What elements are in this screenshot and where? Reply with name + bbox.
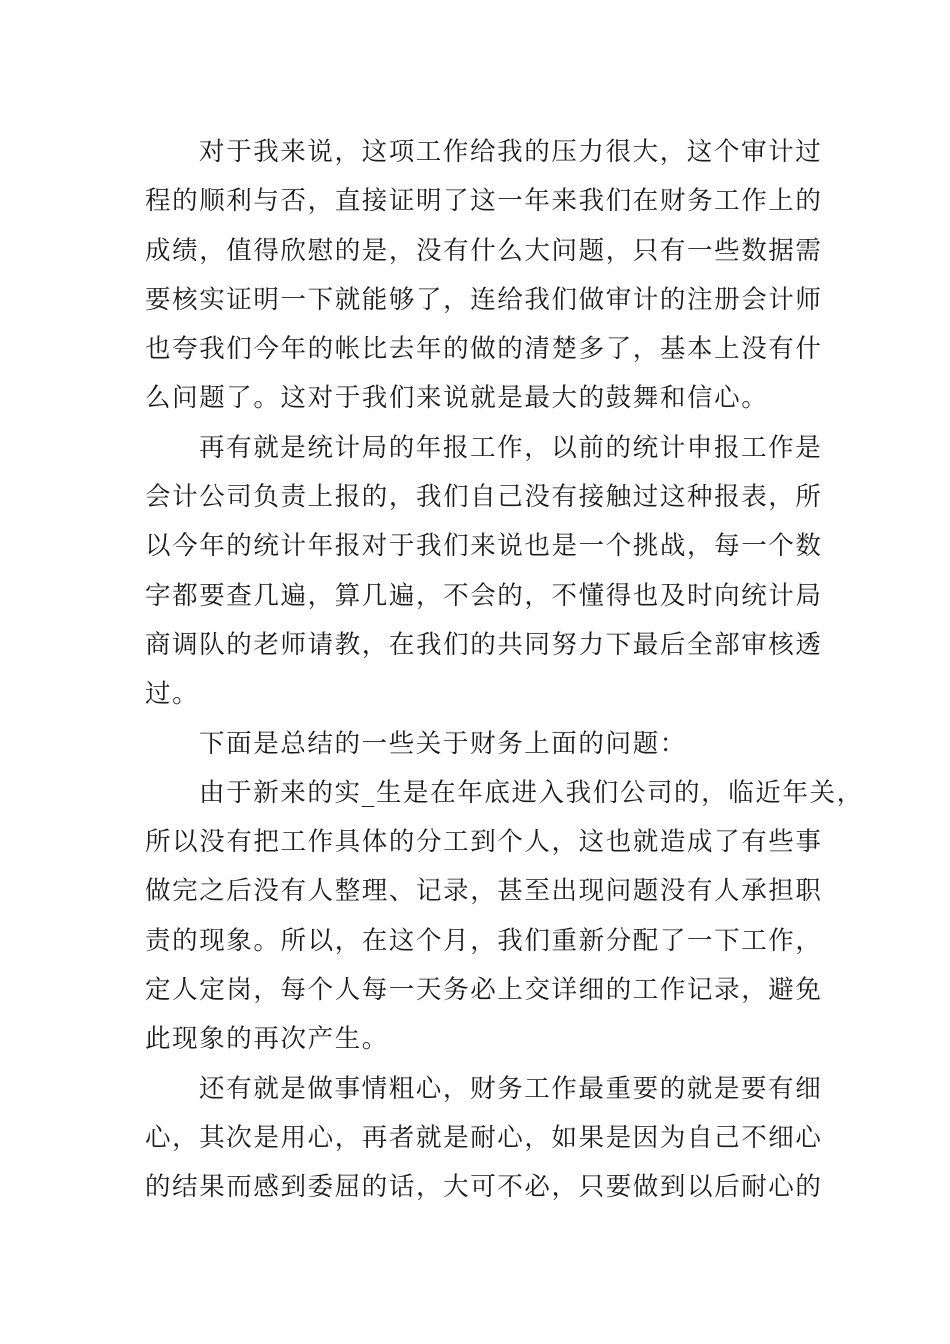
text-line: 的结果而感到委屈的话，大可不必，只要做到以后耐心的: [145, 1172, 823, 1203]
paragraph-4: [145, 769, 864, 1065]
document-body: [145, 128, 864, 1213]
text-line: 下面是总结的一些关于财务上面的问题：: [199, 728, 687, 759]
text-line: 程的顺利与否，直接证明了这一年来我们在财务工作上的: [145, 186, 823, 217]
text-line: 也夸我们今年的帐比去年的做的清楚多了，基本上没有什: [145, 334, 823, 365]
text-line: 心，其次是用心，再者就是耐心，如果是因为自己不细心: [145, 1122, 823, 1153]
text-line: 所以没有把工作具体的分工到个人，这也就造成了有些事: [145, 827, 823, 858]
text-line: 对于我来说，这项工作给我的压力很大，这个审计过: [199, 137, 823, 167]
text-line: 商调队的老师请教，在我们的共同努力下最后全部审核透: [145, 629, 823, 660]
text-line: 要核实证明一下就能够了，连给我们做审计的注册会计师: [145, 284, 823, 315]
text-line: 字都要查几遍，算几遍，不会的，不懂得也及时向统计局: [145, 580, 823, 611]
text-line: 此现象的再次产生。: [145, 1024, 389, 1055]
text-line: 做完之后没有人整理、记录，甚至出现问题没有人承担职: [145, 876, 823, 907]
text-line: 以今年的统计年报对于我们来说也是一个挑战，每一个数: [145, 531, 823, 562]
text-line: 定人定岗，每个人每一天务必上交详细的工作记录，避免: [145, 975, 823, 1006]
paragraph-3: [145, 720, 807, 769]
text-line: 还有就是做事情粗心，财务工作最重要的就是要有细: [199, 1073, 823, 1104]
text-line: 由于新来的实_生是在年底进入我们公司的，临近年关，: [199, 777, 864, 808]
text-line: 再有就是统计局的年报工作，以前的统计申报工作是: [199, 432, 823, 463]
paragraph-2: [145, 424, 823, 720]
text-line: 责的现象。所以，在这个月，我们重新分配了一下工作，: [145, 925, 823, 956]
paragraph-1: [145, 128, 823, 424]
text-line: 成绩，值得欣慰的是，没有什么大问题，只有一些数据需: [145, 235, 823, 266]
text-line: 么问题了。这对于我们来说就是最大的鼓舞和信心。: [145, 383, 769, 414]
text-line: 过。: [145, 679, 200, 710]
paragraph-5: [145, 1065, 823, 1213]
text-line: 会计公司负责上报的，我们自己没有接触过这种报表，所: [145, 482, 823, 513]
